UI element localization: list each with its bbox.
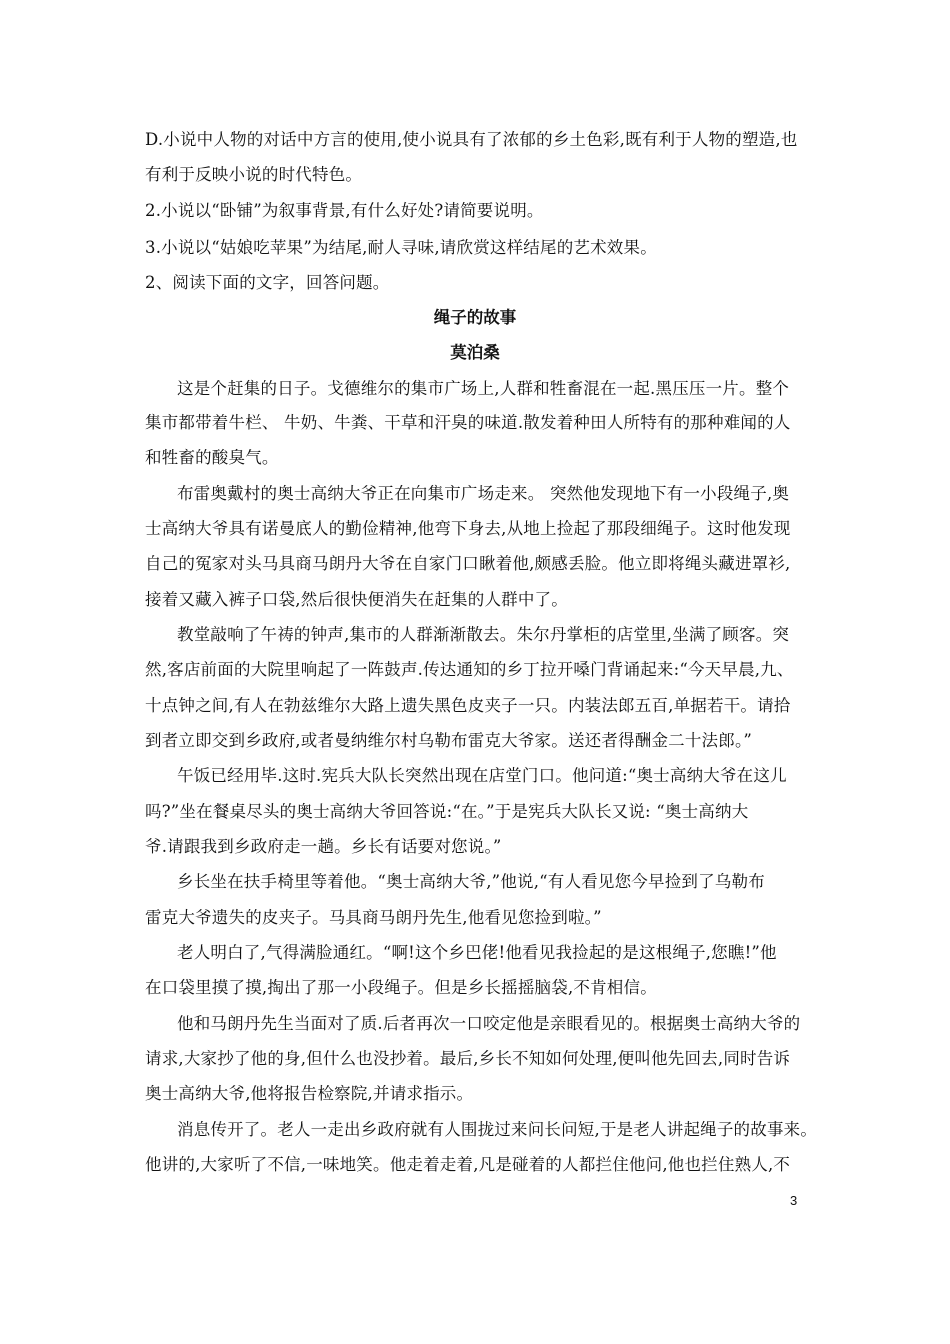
story-line: 雷克大爷遗失的皮夹子。马具商马朗丹先生,他看见您捡到啦。” [145,908,602,927]
story-line: 爷.请跟我到乡政府走一趟。乡长有话要对您说。” [145,837,502,856]
question-1-option-d-line-2: 有利于反映小说的时代特色。 [145,165,363,184]
story-line: 这是个赶集的日子。戈德维尔的集市广场上,人群和牲畜混在一起.黑压压一片。整个 [177,379,790,398]
story-line: 老人明白了,气得满脸通红。“啊!这个乡巴佬!他看见我捡起的是这根绳子,您瞧!”他 [177,943,777,962]
story-line: 集市都带着牛栏、 牛奶、牛粪、干草和汗臭的味道.散发着种田人所特有的那种难闻的人 [145,413,791,432]
story-line: 布雷奥戴村的奥士高纳大爷正在向集市广场走来。 突然他发现地下有一小段绳子,奥 [177,484,790,503]
story-line: 接着又藏入裤子口袋,然后很快便消失在赶集的人群中了。 [145,590,568,609]
story-line: 乡长坐在扶手椅里等着他。“奥士高纳大爷,”他说,“有人看见您今早捡到了乌勒布 [177,872,765,891]
story-line: 消息传开了。老人一走出乡政府就有人围拢过来问长问短,于是老人讲起绳子的故事来。 [177,1120,818,1139]
story-line: 他和马朗丹先生当面对了质.后者再次一口咬定他是亲眼看见的。根据奥士高纳大爷的 [177,1014,801,1033]
question-1-option-d-line-1: D.小说中人物的对话中方言的使用,使小说具有了浓郁的乡土色彩,既有利于人物的塑造,也 [145,130,798,149]
story-line: 午饭已经用毕.这时.宪兵大队长突然出现在店堂门口。他问道:“奥士高纳大爷在这儿 [177,766,787,785]
story-line: 他讲的,大家听了不信,一味地笑。他走着走着,凡是碰着的人都拦住他问,他也拦住熟人,不 [145,1155,791,1174]
story-title: 绳子的故事 [433,308,517,327]
story-line: 到者立即交到乡政府,或者曼纳维尔村乌勒布雷克大爷家。送还者得酬金二十法郎。” [145,731,753,750]
story-line: 奥士高纳大爷,他将报告检察院,并请求指示。 [145,1084,474,1103]
story-line: 请求,大家抄了他的身,但什么也没抄着。最后,乡长不知如何处理,便叫他先回去,同时告诉 [145,1049,791,1068]
story-line: 在口袋里摸了摸,掏出了那一小段绳子。但是乡长摇摇脑袋,不肯相信。 [145,978,657,997]
story-line: 自己的冤家对头马具商马朗丹大爷在自家门口瞅着他,颇感丢脸。他立即将绳头藏进罩衫, [145,554,791,573]
story-line: 吗?”坐在餐桌尽头的奥士高纳大爷回答说:“在。”于是宪兵大队长又说: “奥士高纳大 [145,802,749,821]
story-line: 然,客店前面的大院里响起了一阵鼓声.传达通知的乡丁拉开嗓门背诵起来:“今天早晨,九、 [145,660,794,679]
story-line: 士高纳大爷具有诺曼底人的勤俭精神,他弯下身去,从地上捡起了那段细绳子。这时他发现 [145,519,791,538]
page-number: 3 [790,1193,798,1208]
section-heading: 2、阅读下面的文字，回答问题。 [145,273,390,292]
question-2: 2.小说以“卧铺”为叙事背景,有什么好处?请简要说明。 [145,201,544,220]
story-line: 和牲畜的酸臭气。 [145,448,279,467]
question-3: 3.小说以“姑娘吃苹果”为结尾,耐人寻味,请欣赏这样结尾的艺术效果。 [145,238,657,257]
story-line: 十点钟之间,有人在勃兹维尔大路上遗失黑色皮夹子一只。内装法郎五百,单据若干。请拾 [145,696,791,715]
story-author: 莫泊桑 [450,343,500,362]
story-line: 教堂敲响了午祷的钟声,集市的人群渐渐散去。朱尔丹掌柜的店堂里,坐满了顾客。突 [177,625,790,644]
